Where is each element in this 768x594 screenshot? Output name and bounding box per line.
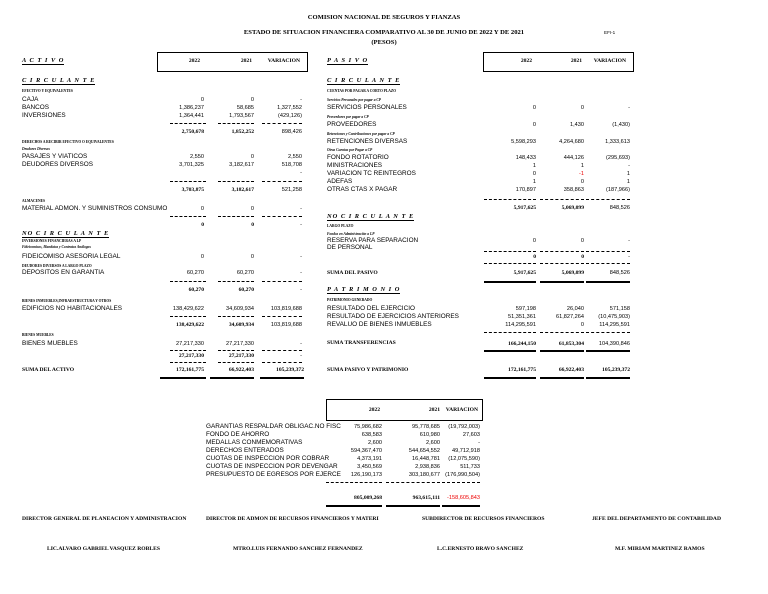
activo-col-2022: 2022 xyxy=(188,58,200,64)
inversiones-label: INVERSIONES xyxy=(22,112,66,119)
orden-cuotas-cobrar-label: CUOTAS DE INSPECCION POR COBRAR xyxy=(206,455,330,462)
orden-cuotas-devengar-2021: 2,938,836 xyxy=(415,464,440,470)
orden-presupuesto-label: PRESUPUESTO DE EGRESOS POR EJERCE xyxy=(206,471,341,478)
ministraciones-2022: 1 xyxy=(532,163,536,169)
efectivo-subtotal-variacion: 898,426 xyxy=(281,129,302,135)
adefas-2021: 0 xyxy=(580,179,584,185)
rule xyxy=(262,350,302,351)
edificios-2022: 138,429,622 xyxy=(172,306,204,312)
inversiones-variacion: (429,126) xyxy=(278,113,302,119)
variacion-tc-2022: 0 xyxy=(532,171,536,177)
pasivo-nocirc-subtotal-variacion: - xyxy=(628,254,630,260)
nocirc-subtotal-2022: 60,270 xyxy=(188,287,204,293)
deudores-variacion: 518,708 xyxy=(281,162,302,168)
reserva-label-2: DE PERSONAL xyxy=(327,244,373,251)
pasivo-circ-subtotal-variacion: 848,526 xyxy=(609,205,630,211)
proveedores-subheading: Proveedores por pagar a CP xyxy=(327,115,369,119)
double-rule xyxy=(586,377,630,379)
rule xyxy=(170,216,206,217)
adefas-2022: 1 xyxy=(532,179,536,185)
orden-medallas-2022: 2,600 xyxy=(368,440,382,446)
rule xyxy=(586,332,630,333)
depositos-2021: 60,270 xyxy=(236,270,254,276)
activo-circulante-heading: C I R C U L A N T E xyxy=(22,77,96,84)
pasivo-col-variacion: VARIACION xyxy=(593,58,626,64)
inversiones-2022: 1,364,441 xyxy=(179,113,204,119)
firma-cargo-1: DIRECTOR GENERAL DE PLANEACION Y ADMINISTRACION xyxy=(22,516,187,522)
blank-dash: - xyxy=(300,170,302,176)
fideicomiso-2022: 0 xyxy=(200,254,204,260)
fondo-rotatorio-2022: 148,433 xyxy=(515,155,536,161)
muebles-variacion: - xyxy=(300,341,302,347)
double-rule xyxy=(586,281,630,283)
ministraciones-2021: 1 xyxy=(580,163,584,169)
fideicomiso-2021: 0 xyxy=(250,254,254,260)
fideicomiso-variacion: - xyxy=(300,254,302,260)
inversiones-2021: 1,793,567 xyxy=(229,113,254,119)
pasivo-nocirculante-heading: NO C I R C U L A N T E xyxy=(327,213,415,220)
firma-cargo-4: JEFE DEL DEPARTAMENTO DE CONTABILIDAD xyxy=(592,516,721,522)
variacion-tc-label: VARIACION TC REINTEGROS xyxy=(327,170,416,177)
report-units: (PESOS) xyxy=(371,39,397,46)
pasajes-variacion: 2,550 xyxy=(288,154,302,160)
report-code: EFI-1 xyxy=(604,30,616,35)
bienesmue-subtotal-2021: 27,217,330 xyxy=(228,353,254,359)
orden-garantias-2022: 75,986,682 xyxy=(354,424,382,430)
bienesmue-subtotal-variacion: - xyxy=(300,353,302,359)
bienesinm-subtotal-variacion: 103,819,688 xyxy=(270,322,302,328)
orden-total-2022: 805,009,268 xyxy=(354,495,382,501)
retenciones-2021: 4,264,680 xyxy=(559,139,584,145)
nocirc-subtotal-variacion: - xyxy=(300,287,302,293)
derechos-heading: DERECHOS A RECIBIR EFECTIVO O EQUIVALENTES xyxy=(22,140,114,144)
largo-plazo-heading: LARGO PLAZO xyxy=(327,224,354,228)
rule xyxy=(262,362,302,363)
revaluo-variacion: 114,295,591 xyxy=(599,322,630,328)
otras-ctas-2021: 358,863 xyxy=(563,187,584,193)
proveedores-label: PROVEEDORES xyxy=(327,121,377,128)
fondos-subheading: Fondos en Administración a LP xyxy=(327,232,375,236)
rule xyxy=(540,263,584,264)
orden-medallas-variacion: - xyxy=(478,440,480,446)
edificios-label: EDIFICIOS NO HABITACIONALES xyxy=(22,305,123,312)
orden-fondo-ahorro-2021: 610,980 xyxy=(419,432,440,438)
suma-activo-variacion: 105,239,372 xyxy=(276,367,304,373)
rule xyxy=(218,350,254,351)
rule xyxy=(484,199,536,200)
servicios-2022: 0 xyxy=(532,105,536,111)
adefas-variacion: 1 xyxy=(626,179,630,185)
rule xyxy=(262,281,302,282)
suma-transferencias-label: SUMA TRANSFERENCIAS xyxy=(327,340,396,346)
otras-subheading: Otras Cuentas por Pagar a CP xyxy=(327,148,373,152)
nocirc-subtotal-2021: 60,270 xyxy=(238,287,254,293)
cuentas-heading: CUENTAS POR PAGAR A CORTO PLAZO xyxy=(327,89,397,93)
rule xyxy=(586,199,630,200)
reserva-label-1: RESERVA PARA SEPARACION xyxy=(327,237,419,244)
ministraciones-label: MINISTRACIONES xyxy=(327,162,383,169)
rule xyxy=(540,332,584,333)
orden-presupuesto-variacion: (176,990,504) xyxy=(445,472,480,478)
fondo-rotatorio-label: FONDO ROTATORIO xyxy=(327,154,389,161)
firma-nombre-3: L.C.ERNESTO BRAVO SANCHEZ xyxy=(437,546,524,552)
resultado-ejercicio-variacion: 571,158 xyxy=(609,306,630,312)
firma-nombre-2: MTRO.LUIS FERNANDO SANCHEZ FERNANDEZ xyxy=(233,546,363,552)
muebles-2021: 27,217,330 xyxy=(226,341,254,347)
patgen-heading: PATRIMONIO GENERADO xyxy=(327,298,373,302)
bienesmue-subtotal-2022: 27,217,330 xyxy=(178,353,204,359)
suma-pasivo-variacion: 848,526 xyxy=(609,270,630,276)
fideicomiso-label: FIDEICOMISO ASESORIA LEGAL xyxy=(22,253,121,260)
orden-derechos-2021: 544,654,552 xyxy=(408,448,440,454)
pasivo-heading: P A S I V O xyxy=(327,57,369,64)
double-rule xyxy=(442,505,480,507)
proveedores-variacion: (1,430) xyxy=(612,122,630,128)
orden-cuotas-devengar-label: CUOTAS DE INSPECCION POR DEVENGAR xyxy=(206,463,338,470)
suma-pasivo-patrimonio-2022: 172,161,775 xyxy=(508,367,536,373)
efectivo-subtotal-2022: 2,750,678 xyxy=(181,129,204,135)
servicios-variacion: - xyxy=(628,105,630,111)
suma-pasivo-2022: 5,917,625 xyxy=(513,270,536,276)
material-variacion: - xyxy=(300,206,302,212)
rule xyxy=(262,216,302,217)
orden-medallas-label: MEDALLAS CONMEMORATIVAS xyxy=(206,439,303,446)
suma-pasivo-patrimonio-2021: 66,922,403 xyxy=(558,367,584,373)
suma-activo-2022: 172,161,775 xyxy=(176,367,204,373)
deudores-2022: 3,701,325 xyxy=(179,162,204,168)
firma-nombre-4: M.F. MIRIAM MARTINEZ RAMOS xyxy=(615,546,705,552)
orden-presupuesto-2022: 126,190,173 xyxy=(350,472,382,478)
orden-derechos-label: DERECHOS ENTERADOS xyxy=(206,447,284,454)
double-rule xyxy=(540,281,584,283)
rule xyxy=(484,332,536,333)
adefas-label: ADEFAS xyxy=(327,178,353,185)
activo-col-variacion: VARIACION xyxy=(267,58,300,64)
almacenes-subtotal-2022: 0 xyxy=(201,222,204,228)
resultado-anteriores-2022: 51,351,361 xyxy=(508,314,536,320)
orden-derechos-variacion: 49,712,918 xyxy=(452,448,480,454)
otras-ctas-variacion: (187,966) xyxy=(606,187,630,193)
rule xyxy=(170,181,206,182)
rule xyxy=(586,251,630,252)
activo-col-2021: 2021 xyxy=(240,58,252,64)
orden-cuotas-devengar-variacion: 511,733 xyxy=(460,464,480,470)
bancos-label: BANCOS xyxy=(22,104,49,111)
double-rule xyxy=(484,281,536,283)
muebles-label: BIENES MUEBLES xyxy=(22,340,78,347)
firma-nombre-1: LIC.ALVARO GABRIEL VASQUEZ ROBLES xyxy=(47,546,160,552)
suma-transferencias-variacion: 104,390,846 xyxy=(598,341,630,347)
servicios-2021: 0 xyxy=(580,105,584,111)
ministraciones-variacion: - xyxy=(628,163,630,169)
double-rule xyxy=(540,350,584,352)
servicios-subheading: Servicios Personales por pagar a CP xyxy=(327,98,382,102)
orden-presupuesto-2021: 303,180,677 xyxy=(408,472,440,478)
bienesmue-heading: BIENES MUEBLES xyxy=(22,333,54,337)
deudores-2021: 3,182,617 xyxy=(229,162,254,168)
rule xyxy=(326,482,382,483)
double-rule xyxy=(386,505,440,507)
suma-activo-label: SUMA DEL ACTIVO xyxy=(22,367,75,373)
rule xyxy=(262,123,302,124)
firma-cargo-2: DIRECTOR DE ADMON DE RECURSOS FINANCIEROS Y MATERI xyxy=(206,516,379,522)
double-rule xyxy=(484,350,536,352)
edificios-2021: 34,609,934 xyxy=(226,306,254,312)
suma-transferencias-2021: 61,853,304 xyxy=(558,341,584,347)
rule xyxy=(170,316,206,317)
pasajes-2022: 2,550 xyxy=(190,154,204,160)
rule xyxy=(540,251,584,252)
variacion-tc-2021: -1 xyxy=(579,171,584,177)
resultado-anteriores-variacion: (10,475,903) xyxy=(598,314,630,320)
bienesinm-subtotal-2022: 138,429,622 xyxy=(176,322,204,328)
rule xyxy=(386,482,440,483)
orden-garantias-2021: 95,778,685 xyxy=(412,424,440,430)
suma-transferencias-2022: 166,244,150 xyxy=(508,341,536,347)
bienesinm-heading: BIENES INMUEBLES,INFRAESTRUCTURA Y OTROS xyxy=(22,299,112,303)
reserva-2021: 0 xyxy=(580,238,584,244)
derechos-subtotal-2021: 3,182,617 xyxy=(231,187,254,193)
pasajes-label: PASAJES Y VIATICOS xyxy=(22,153,88,160)
rule xyxy=(218,123,254,124)
rule xyxy=(218,216,254,217)
fondo-rotatorio-2021: 444,126 xyxy=(563,155,584,161)
orden-col-variacion: VARIACION xyxy=(445,407,478,413)
double-rule xyxy=(326,505,382,507)
orden-derechos-2022: 594,367,470 xyxy=(350,448,382,454)
orden-fondo-ahorro-label: FONDO DE AHORRO xyxy=(206,431,270,438)
retenciones-label: RETENCIONES DIVERSAS xyxy=(327,138,408,145)
double-rule xyxy=(540,377,584,379)
rule xyxy=(540,199,584,200)
material-label: MATERIAL ADMON. Y SUMINISTROS CONSUMO xyxy=(22,205,168,212)
deudores-label: DEUDORES DIVERSOS xyxy=(22,161,94,168)
proveedores-2021: 1,430 xyxy=(570,122,584,128)
efectivo-heading: EFECTIVO Y EQUIVALENTES xyxy=(22,89,73,93)
suma-pasivo-patrimonio-variacion: 105,239,372 xyxy=(602,367,630,373)
material-2021: 0 xyxy=(250,206,254,212)
pasivo-circulante-heading: C I R C U L A N T E xyxy=(327,77,401,84)
rule xyxy=(262,316,302,317)
rule xyxy=(262,181,302,182)
caja-2021: 0 xyxy=(250,97,254,103)
rule xyxy=(218,181,254,182)
muebles-2022: 27,217,330 xyxy=(176,341,204,347)
fondo-rotatorio-variacion: (295,693) xyxy=(606,155,630,161)
bancos-2022: 1,386,237 xyxy=(179,105,204,111)
pasivo-col-2021: 2021 xyxy=(570,58,582,64)
orden-cuotas-cobrar-2022: 4,373,191 xyxy=(357,456,382,462)
patrimonio-heading: P A T R I M O N I O xyxy=(327,286,401,293)
fideicomisos-subheading: Fideicomisos, Mandatos y Contratos Análogos xyxy=(22,245,91,249)
revaluo-label: REVALUO DE BIENES INMUEBLES xyxy=(327,321,432,328)
servicios-label: SERVICIOS PERSONALES xyxy=(327,104,407,111)
caja-label: CAJA xyxy=(22,96,39,103)
pasivo-circ-subtotal-2021: 5,069,099 xyxy=(561,205,584,211)
suma-pasivo-2021: 5,069,099 xyxy=(561,270,584,276)
otras-ctas-label: OTRAS CTAS X PAGAR xyxy=(327,186,398,193)
rule xyxy=(442,482,480,483)
depositos-2022: 60,270 xyxy=(186,270,204,276)
suma-activo-2021: 66,922,403 xyxy=(228,367,254,373)
rule xyxy=(586,263,630,264)
rule xyxy=(218,281,254,282)
caja-variacion: - xyxy=(300,97,302,103)
bienesinm-subtotal-2021: 34,609,934 xyxy=(228,322,254,328)
orden-medallas-2021: 2,600 xyxy=(426,440,440,446)
resultado-ejercicio-2022: 597,198 xyxy=(515,306,536,312)
variacion-tc-variacion: 1 xyxy=(626,171,630,177)
resultado-ejercicio-2021: 26,040 xyxy=(566,306,584,312)
retenciones-variacion: 1,333,613 xyxy=(605,139,630,145)
reserva-2022: 0 xyxy=(532,238,536,244)
orden-cuotas-devengar-2022: 3,450,569 xyxy=(357,464,382,470)
firma-cargo-3: SUBDIRECTOR DE RECURSOS FINANCIEROS xyxy=(422,516,545,522)
report-title: ESTADO DE SITUACION FINANCIERA COMPARATIVO AL 30 DE JUNIO DE 2022 Y DE 2021 xyxy=(243,29,525,36)
edificios-variacion: 103,819,688 xyxy=(270,306,302,312)
orden-total-2021: 963,615,111 xyxy=(412,495,440,501)
bancos-variacion: 1,327,552 xyxy=(277,105,302,111)
double-rule xyxy=(210,377,254,379)
suma-pasivo-patrimonio-label: SUMA PASIVO Y PATRIMONIO xyxy=(327,367,409,373)
orden-cuotas-cobrar-variacion: (12,075,590) xyxy=(448,456,480,462)
orden-fondo-ahorro-variacion: 27,603 xyxy=(462,432,480,438)
retenciones-2022: 5,598,293 xyxy=(511,139,536,145)
rule xyxy=(170,362,206,363)
deudores-subheading: Deudores Diversos xyxy=(22,147,50,151)
invfin-heading: INVERSIONES FINANCIERAS A LP xyxy=(22,239,82,243)
orden-total-variacion: -158,605,843 xyxy=(447,495,480,501)
pasivo-nocirc-subtotal-2022: 0 xyxy=(533,254,536,260)
almacenes-subtotal-variacion: - xyxy=(300,222,302,228)
double-rule xyxy=(160,377,206,379)
rule xyxy=(218,316,254,317)
almacenes-subtotal-2021: 0 xyxy=(251,222,254,228)
bancos-2021: 58,685 xyxy=(236,105,254,111)
pasivo-col-2022: 2022 xyxy=(520,58,532,64)
depositos-variacion: - xyxy=(300,270,302,276)
rule xyxy=(218,362,254,363)
rule xyxy=(170,350,206,351)
revaluo-2021: 0 xyxy=(580,322,584,328)
pasivo-nocirc-subtotal-2021: 0 xyxy=(581,254,584,260)
proveedores-2022: 0 xyxy=(532,122,536,128)
organization-name: COMISION NACIONAL DE SEGUROS Y FIANZAS xyxy=(307,14,461,21)
efectivo-subtotal-2021: 1,852,252 xyxy=(231,129,254,135)
revaluo-2022: 114,295,591 xyxy=(505,322,536,328)
caja-2022: 0 xyxy=(200,97,204,103)
pasivo-circ-subtotal-2022: 5,917,625 xyxy=(513,205,536,211)
reserva-variacion: - xyxy=(628,238,630,244)
orden-garantias-variacion: (19,792,003) xyxy=(448,424,480,430)
double-rule xyxy=(260,377,304,379)
rule xyxy=(484,263,536,264)
orden-garantias-label: GARANTIAS RESPALDAR OBLIGAC.NO FISC xyxy=(206,423,341,430)
otras-ctas-2022: 170,897 xyxy=(515,187,536,193)
pasajes-2021: 0 xyxy=(250,154,254,160)
resultado-anteriores-2021: 61,827,264 xyxy=(556,314,584,320)
resultado-anteriores-label: RESULTADO DE EJERCICIOS ANTERIORES xyxy=(327,313,459,320)
almacenes-heading: ALMACENES xyxy=(22,199,45,203)
double-rule xyxy=(484,377,536,379)
rule xyxy=(484,251,536,252)
resultado-ejercicio-label: RESULTADO DEL EJERCICIO xyxy=(327,305,415,312)
deudoreslp-heading: DEUDORES DIVERSOS A LARGO PLAZO xyxy=(22,264,92,268)
derechos-subtotal-2022: 3,703,875 xyxy=(181,187,204,193)
material-2022: 0 xyxy=(200,206,204,212)
rule xyxy=(170,281,206,282)
orden-cuotas-cobrar-2021: 16,448,781 xyxy=(412,456,440,462)
activo-nocirculante-heading: NO C I R C U L A N T E xyxy=(22,230,110,237)
depositos-label: DEPOSITOS EN GARANTIA xyxy=(22,269,105,276)
derechos-subtotal-variacion: 521,258 xyxy=(281,187,302,193)
orden-fondo-ahorro-2022: 638,583 xyxy=(361,432,382,438)
retenciones-subheading: Retenciones y Contribuciones por pagar a CP xyxy=(327,132,395,136)
double-rule xyxy=(586,350,630,352)
orden-col-2022: 2022 xyxy=(368,407,380,413)
suma-pasivo-label: SUMA DEL PASIVO xyxy=(327,270,378,276)
orden-col-2021: 2021 xyxy=(428,407,440,413)
rule xyxy=(170,123,206,124)
activo-heading: A C T I V O xyxy=(22,57,65,64)
